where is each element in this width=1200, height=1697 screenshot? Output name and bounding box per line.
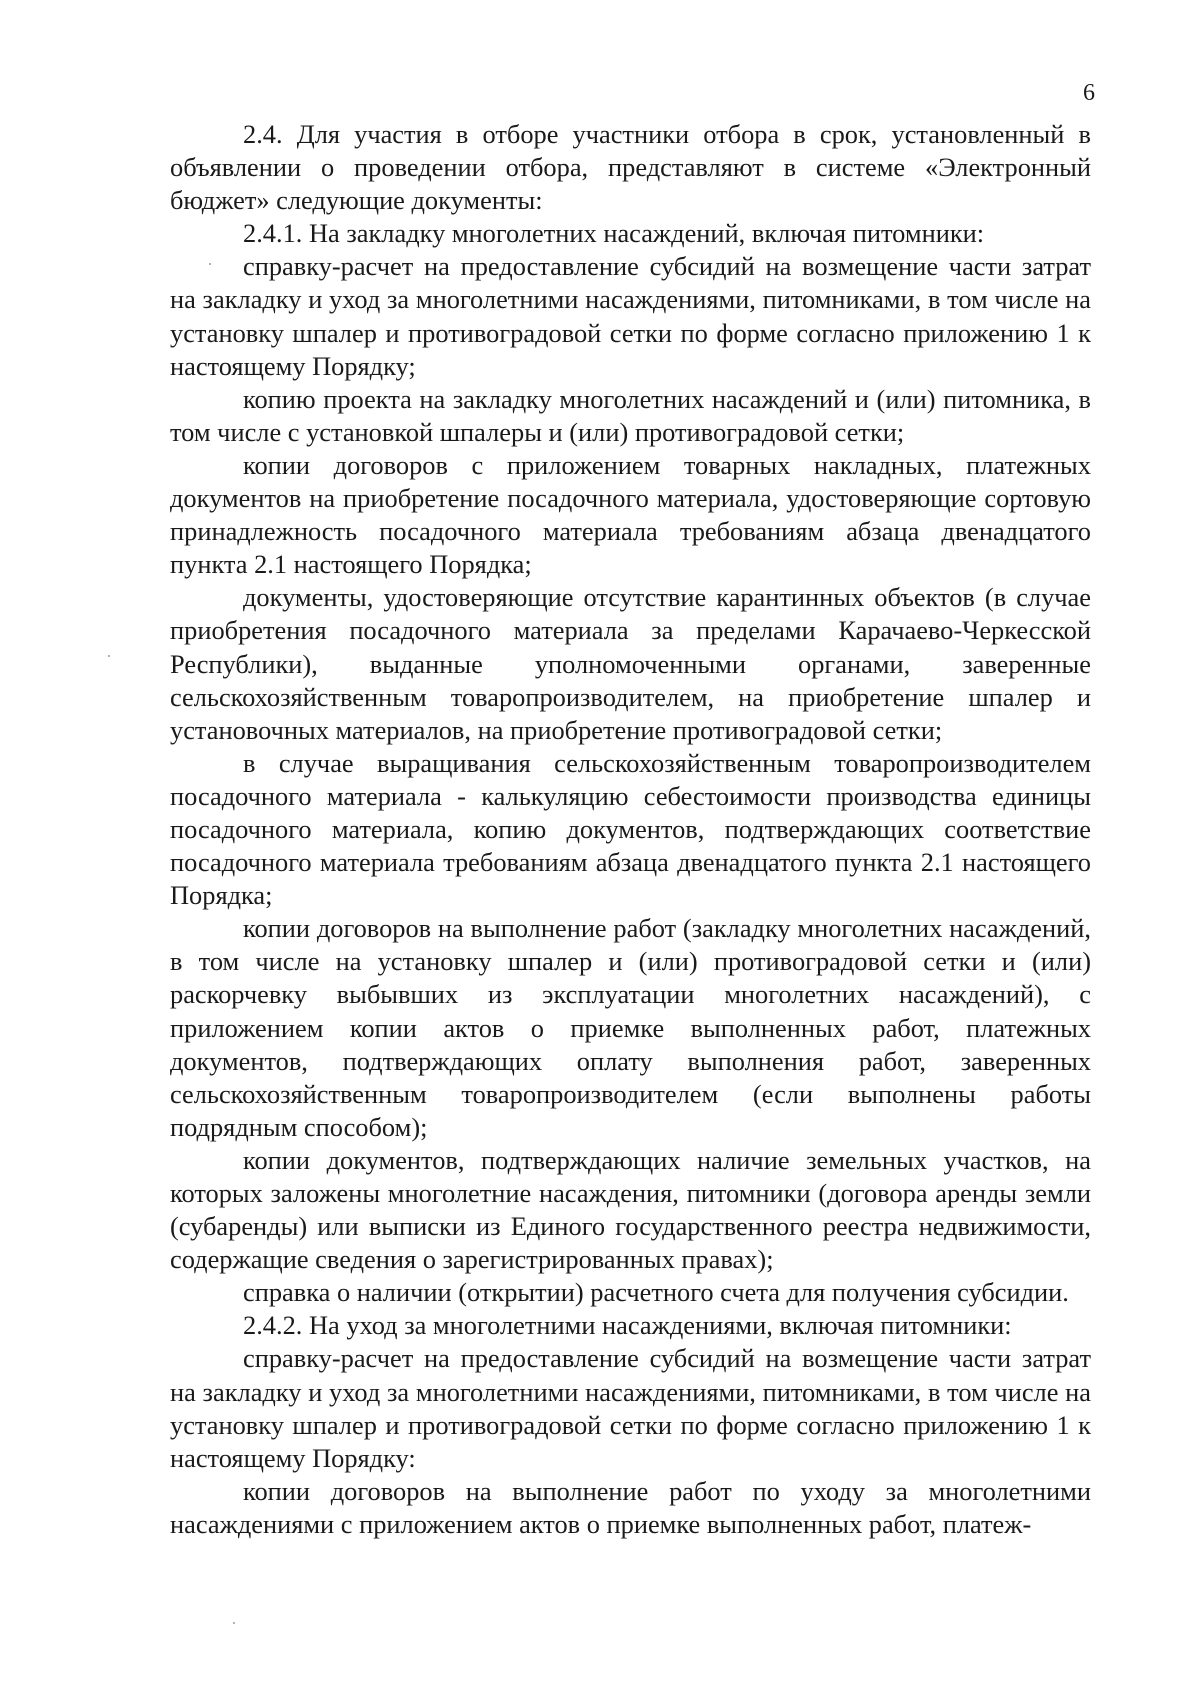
paragraph-list-item: справку-расчет на предоставление субсидий на возмещение части затрат на закладку и уход за многолетними насаждениями, питомниками, в том числе на установку шпалер и противоградовой сетки по форме согласно приложению 1 к настоящему Порядку; [170,251,1091,381]
paragraph-list-item: справка о наличии (открытии) расчетного счета для получения субсидии. [243,1277,1069,1308]
paragraph-2-4-2-heading: 2.4.2. На уход за многолетними насаждениями, включая питомники: [243,1310,1012,1341]
paragraph-2-4-1-heading: 2.4.1. На закладку многолетних насаждений, включая питомники: [243,218,985,249]
document-body [170,118,1091,1541]
scan-speck [108,655,110,657]
scan-speck [209,263,211,265]
paragraph-list-item: копии договоров на выполнение работ по уходу за многолетними насаждениями с приложением актов о приемке выполненных работ, платеж- [170,1475,1091,1539]
paragraph-list-item: справку-расчет на предоставление субсидий на возмещение части затрат на закладку и уход за многолетними насаждениями, питомниками, в том числе на установку шпалер и противоградовой сетки по форме согласно приложению 1 к настоящему Порядку: [170,1343,1091,1473]
paragraph-list-item: копию проекта на закладку многолетних насаждений и (или) питомника, в том числе с установкой шпалеры и (или) противоградовой сетки; [170,383,1091,447]
page-number: 6 [1083,80,1095,106]
paragraph-list-item: копии договоров с приложением товарных накладных, платежных документов на приобретение посадочного материала, удостоверяющие сортовую принадлежность посадочного материала требованиям абзаца двенадцатого пункта 2.1 настоящего Порядка; [170,449,1091,580]
scan-speck [233,1622,235,1624]
paragraph-list-item: копии документов, подтверждающих наличие земельных участков, на которых заложены многолетние насаждения, питомники (договора аренды земли (субаренды) или выписки из Единого государственного реестра недвижимости, содержащие сведения о зарегистрированных правах); [170,1144,1091,1275]
paragraph-list-item: копии договоров на выполнение работ (закладку многолетних насаждений, в том числе на установку шпалер и (или) противоградовой сетки и (или) раскорчевку выбывших из эксплуатации многолетних насаждений), с приложением копии актов о приемке выполненных работ, платежных документов, подтверждающих оплату выполнения работ, заверенных сельскохозяйственным товаропроизводителем (если выполнены работы подрядным способом); [170,913,1091,1142]
paragraph-2-4: 2.4. Для участия в отборе участники отбора в срок, установленный в объявлении о проведении отбора, представляют в системе «Электронный бюджет» следующие документы: [170,119,1091,216]
paragraph-list-item: документы, удостоверяющие отсутствие карантинных объектов (в случае приобретения посадочного материала за пределами Карачаево-Черкесской Республики), выданные уполномоченными органами, заверенные сельскохозяйственным товаропроизводителем, на приобретение шпалер и установочных материалов, на приобретение противоградовой сетки; [170,582,1091,745]
paragraph-list-item: в случае выращивания сельскохозяйственным товаропроизводителем посадочного материала - калькуляцию себестоимости производства единицы посадочного материала, копию документов, подтверждающих соответствие посадочного материала требованиям абзаца двенадцатого пункта 2.1 настоящего Порядка; [170,747,1091,911]
